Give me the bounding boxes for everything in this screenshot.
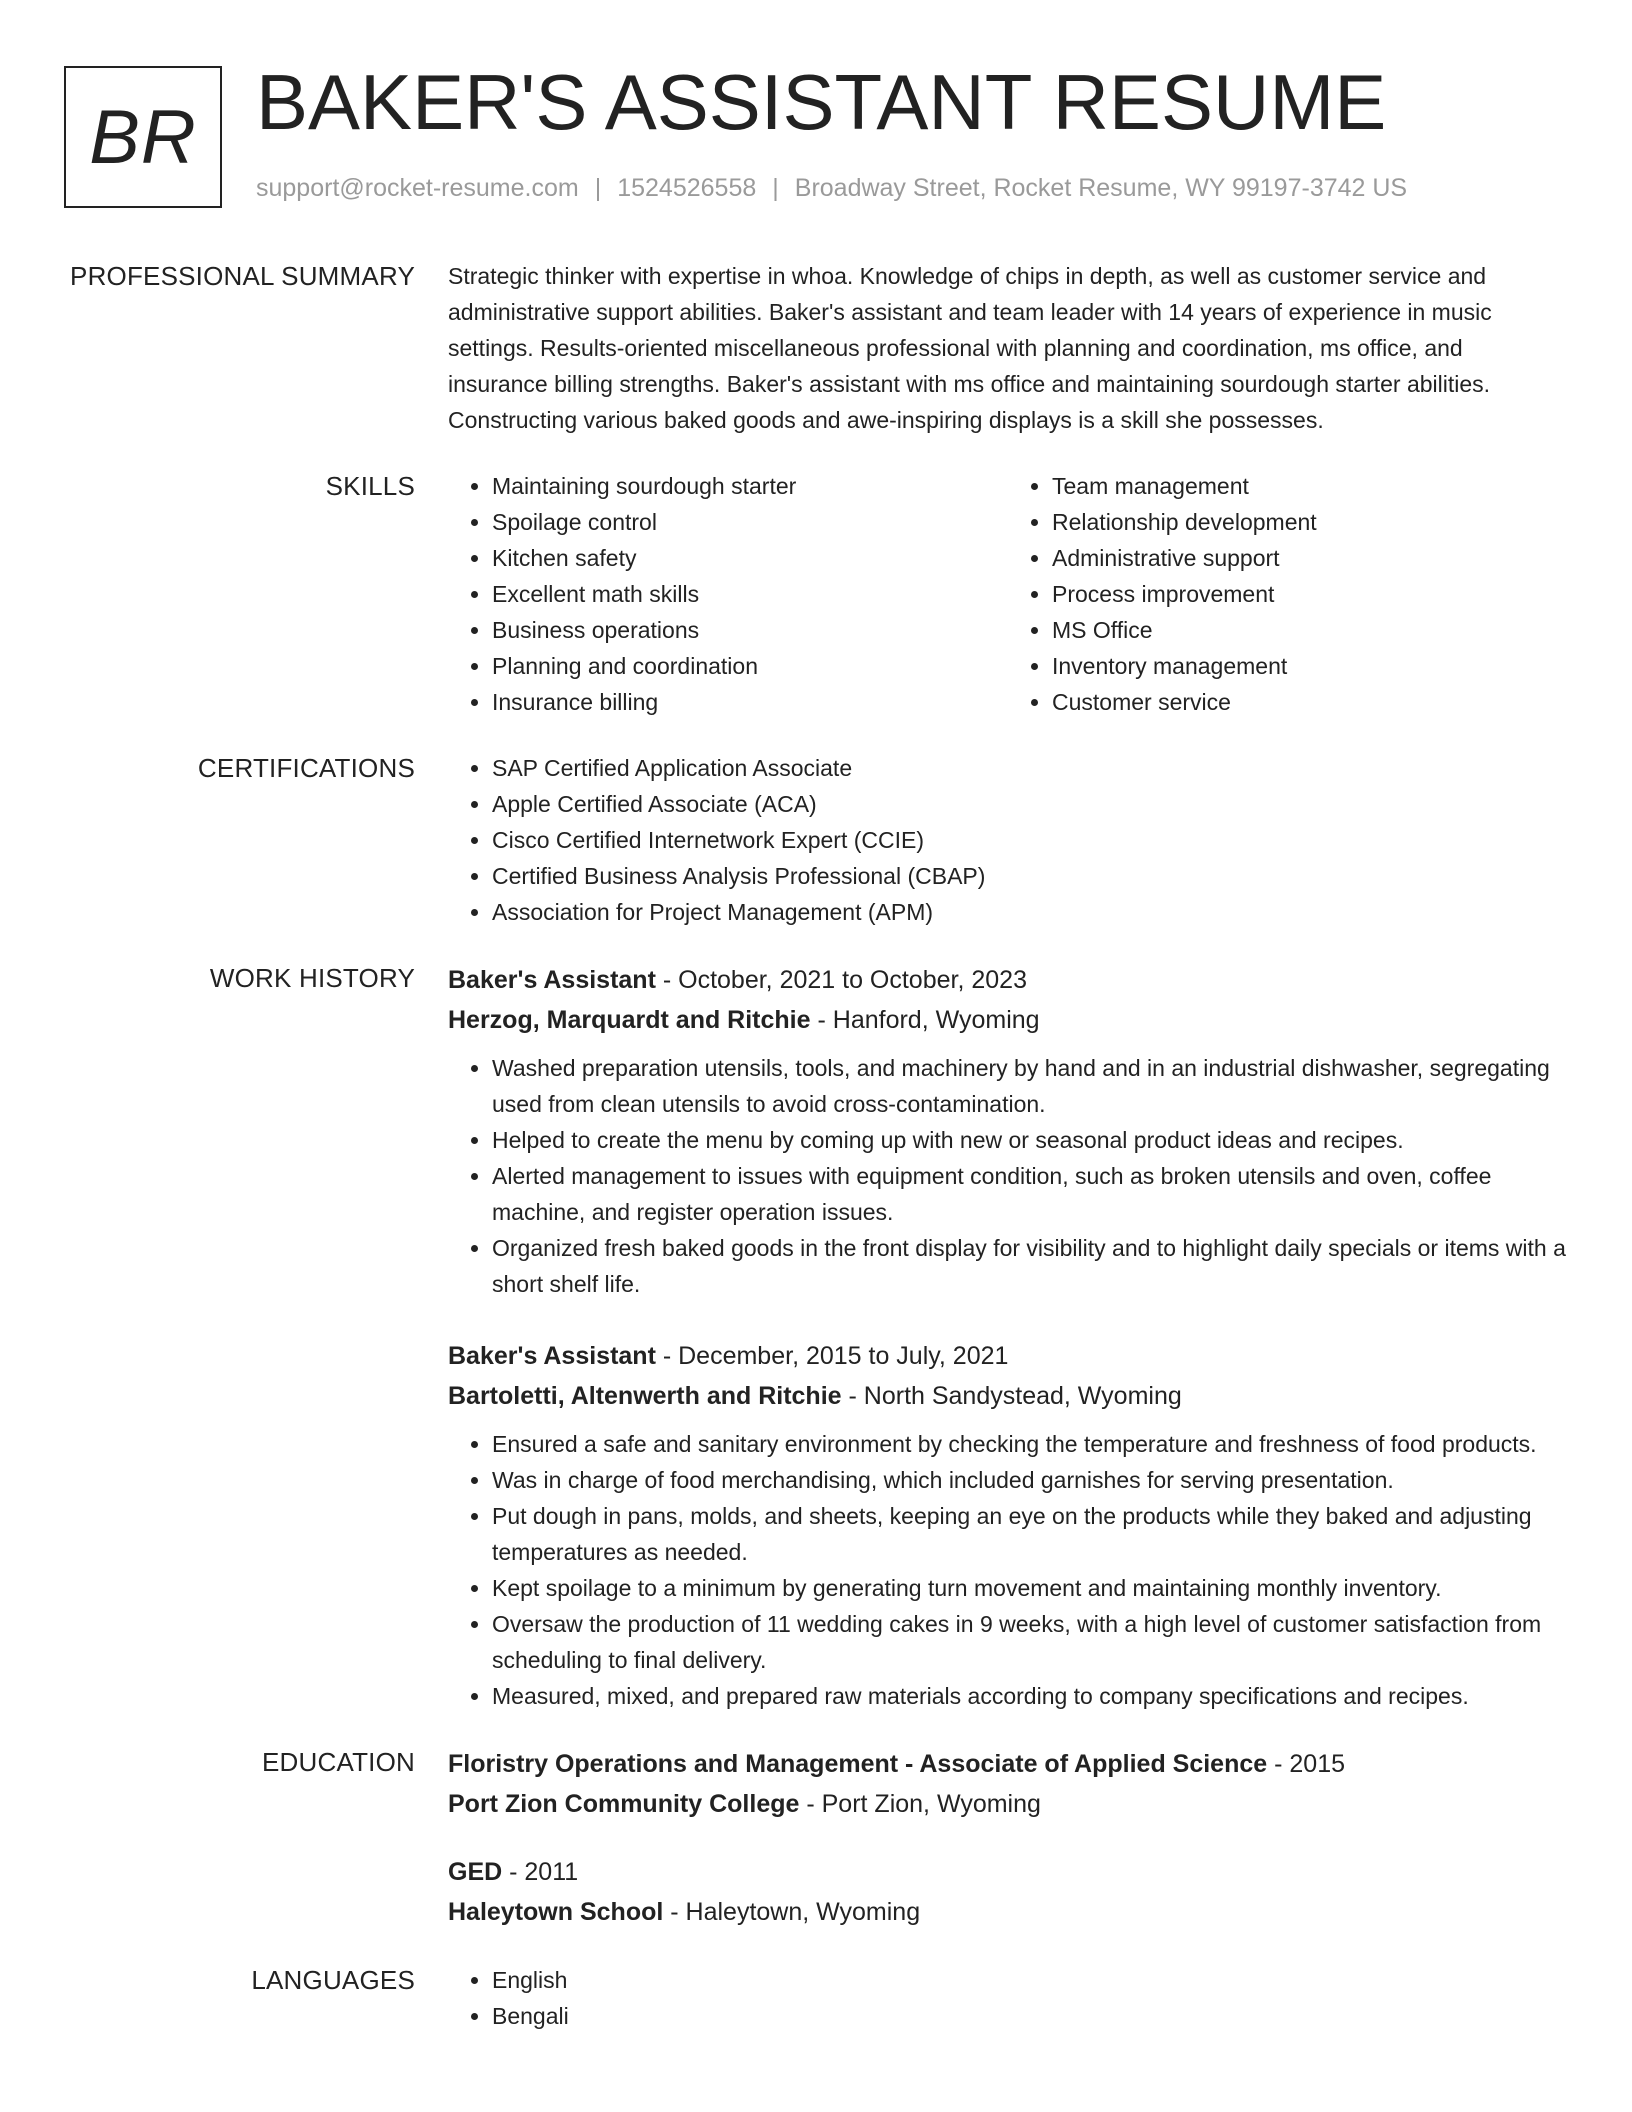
job-title-line	[448, 1336, 1568, 1376]
contact-line	[256, 174, 1407, 203]
resume-content	[0, 258, 1632, 2034]
education-school-line	[448, 1892, 1568, 1932]
contact-phone: 1524526558	[617, 174, 757, 202]
contact-separator: |	[772, 174, 779, 202]
education-degree: GED	[448, 1858, 503, 1886]
contact-separator: |	[594, 174, 602, 202]
job-duty-item: • Kept spoilage to a minimum by generating turn movement and maintaining monthly inventory.	[492, 1570, 1568, 1606]
skill-item: • MS Office	[1052, 612, 1568, 648]
education-entry	[448, 1744, 1568, 1824]
skills-section	[0, 468, 1632, 720]
professional-summary-section	[0, 258, 1632, 438]
certification-item: • Certified Business Analysis Professional (CBAP)	[492, 858, 1568, 894]
education-year: - 2015	[1267, 1750, 1346, 1778]
contact-email: support@rocket-resume.com	[256, 174, 579, 202]
resume-title: BAKER'S ASSISTANT RESUME	[256, 58, 1387, 146]
education-year: - 2011	[502, 1858, 579, 1886]
job-company-line	[448, 1000, 1568, 1040]
education-school-line	[448, 1784, 1568, 1824]
job-dates: - October, 2021 to October, 2023	[655, 966, 1027, 994]
job-title: Baker's Assistant	[448, 966, 656, 994]
education-location: - Port Zion, Wyoming	[799, 1790, 1041, 1818]
skill-item: • Maintaining sourdough starter	[492, 468, 1008, 504]
language-item: • Bengali	[492, 1998, 1568, 2034]
job-duty-item: • Organized fresh baked goods in the front display for visibility and to highlight daily specials or items with a short shelf life.	[492, 1230, 1568, 1302]
job-company: Herzog, Marquardt and Ritchie	[448, 1006, 811, 1034]
summary-body	[448, 258, 1568, 438]
skill-item: • Team management	[1052, 468, 1568, 504]
job-duty-item: • Washed preparation utensils, tools, and machinery by hand and in an industrial dishwasher, segregating used from clean utensils to avoid cross-contamination.	[492, 1050, 1568, 1122]
certifications-body	[448, 750, 1568, 930]
job-title: Baker's Assistant	[448, 1342, 656, 1370]
section-label-work-history: WORK HISTORY	[209, 963, 415, 993]
job-dates: - December, 2015 to July, 2021	[655, 1342, 1009, 1370]
contact-address: Broadway Street, Rocket Resume, WY 99197-3742 US	[794, 174, 1408, 202]
job-duty-item: • Ensured a safe and sanitary environment by checking the temperature and freshness of food products.	[492, 1426, 1568, 1462]
certifications-list	[448, 750, 1568, 930]
skill-item: • Spoilage control	[492, 504, 1008, 540]
skill-item: • Customer service	[1052, 684, 1568, 720]
monogram-logo	[64, 66, 222, 208]
certification-item: • Apple Certified Associate (ACA)	[492, 786, 1568, 822]
job-duties-list	[448, 1050, 1568, 1302]
education-degree: Floristry Operations and Management - Associate of Applied Science	[448, 1750, 1268, 1778]
education-school: Haleytown School	[448, 1898, 664, 1926]
skill-item: • Administrative support	[1052, 540, 1568, 576]
education-degree-line	[448, 1852, 1568, 1892]
job-duty-item: • Oversaw the production of 11 wedding cakes in 9 weeks, with a high level of customer satisfaction from scheduling to final delivery.	[492, 1606, 1568, 1678]
work-history-section	[0, 960, 1632, 1714]
section-label-summary: PROFESSIONAL SUMMARY	[70, 261, 415, 291]
skills-list-right	[1008, 468, 1568, 720]
skill-item: • Inventory management	[1052, 648, 1568, 684]
language-item: • English	[492, 1962, 1568, 1998]
languages-section	[0, 1962, 1632, 2034]
certifications-section	[0, 750, 1632, 930]
job-title-line	[448, 960, 1568, 1000]
job-location: - North Sandystead, Wyoming	[841, 1382, 1182, 1410]
skill-item: • Relationship development	[1052, 504, 1568, 540]
job-duty-item: • Put dough in pans, molds, and sheets, keeping an eye on the products while they baked and adjusting temperatures as needed.	[492, 1498, 1568, 1570]
job-duty-item: • Measured, mixed, and prepared raw materials according to company specifications and recipes.	[492, 1678, 1568, 1714]
education-body	[448, 1744, 1568, 1932]
education-degree-line	[448, 1744, 1568, 1784]
certification-item: • Cisco Certified Internetwork Expert (CCIE)	[492, 822, 1568, 858]
skills-list-left	[448, 468, 1008, 720]
section-label-languages: LANGUAGES	[251, 1965, 415, 1995]
job-location: - Hanford, Wyoming	[810, 1006, 1040, 1034]
monogram-initials: BR	[89, 94, 197, 180]
section-label-education: EDUCATION	[262, 1747, 415, 1777]
job-duty-item: • Was in charge of food merchandising, which included garnishes for serving presentation.	[492, 1462, 1568, 1498]
skill-item: • Business operations	[492, 612, 1008, 648]
job-company: Bartoletti, Altenwerth and Ritchie	[448, 1382, 842, 1410]
job-duty-item: • Alerted management to issues with equipment condition, such as broken utensils and oven, coffee machine, and register operation issues.	[492, 1158, 1568, 1230]
certification-item: • SAP Certified Application Associate	[492, 750, 1568, 786]
education-entry	[448, 1852, 1568, 1932]
certification-item: • Association for Project Management (APM)	[492, 894, 1568, 930]
job-entry	[448, 960, 1568, 1302]
section-label-certifications: CERTIFICATIONS	[197, 753, 415, 783]
skills-body	[448, 468, 1568, 720]
work-history-body	[448, 960, 1568, 1714]
job-duty-item: • Helped to create the menu by coming up with new or seasonal product ideas and recipes.	[492, 1122, 1568, 1158]
skill-item: • Excellent math skills	[492, 576, 1008, 612]
languages-list	[448, 1962, 1568, 2034]
skill-item: • Kitchen safety	[492, 540, 1008, 576]
skill-item: • Planning and coordination	[492, 648, 1008, 684]
job-entry	[448, 1336, 1568, 1714]
education-school: Port Zion Community College	[448, 1790, 800, 1818]
job-company-line	[448, 1376, 1568, 1416]
skill-item: • Insurance billing	[492, 684, 1008, 720]
education-section	[0, 1744, 1632, 1932]
section-label-skills: SKILLS	[325, 471, 415, 501]
skill-item: • Process improvement	[1052, 576, 1568, 612]
languages-body	[448, 1962, 1568, 2034]
job-duties-list	[448, 1426, 1568, 1714]
education-location: - Haleytown, Wyoming	[663, 1898, 921, 1926]
summary-text: Strategic thinker with expertise in whoa. Knowledge of chips in depth, as well as customer service and administrative support abilities. Baker's assistant and team leader with 14 years of experience in music settings. Results-oriented miscellaneous professional with planning and coordination, ms office, and insurance billing strengths. Baker's assistant with ms office and maintaining sourdough starter abilities. Constructing various baked goods and awe-inspiring displays is a skill she possesses.	[448, 263, 1492, 433]
